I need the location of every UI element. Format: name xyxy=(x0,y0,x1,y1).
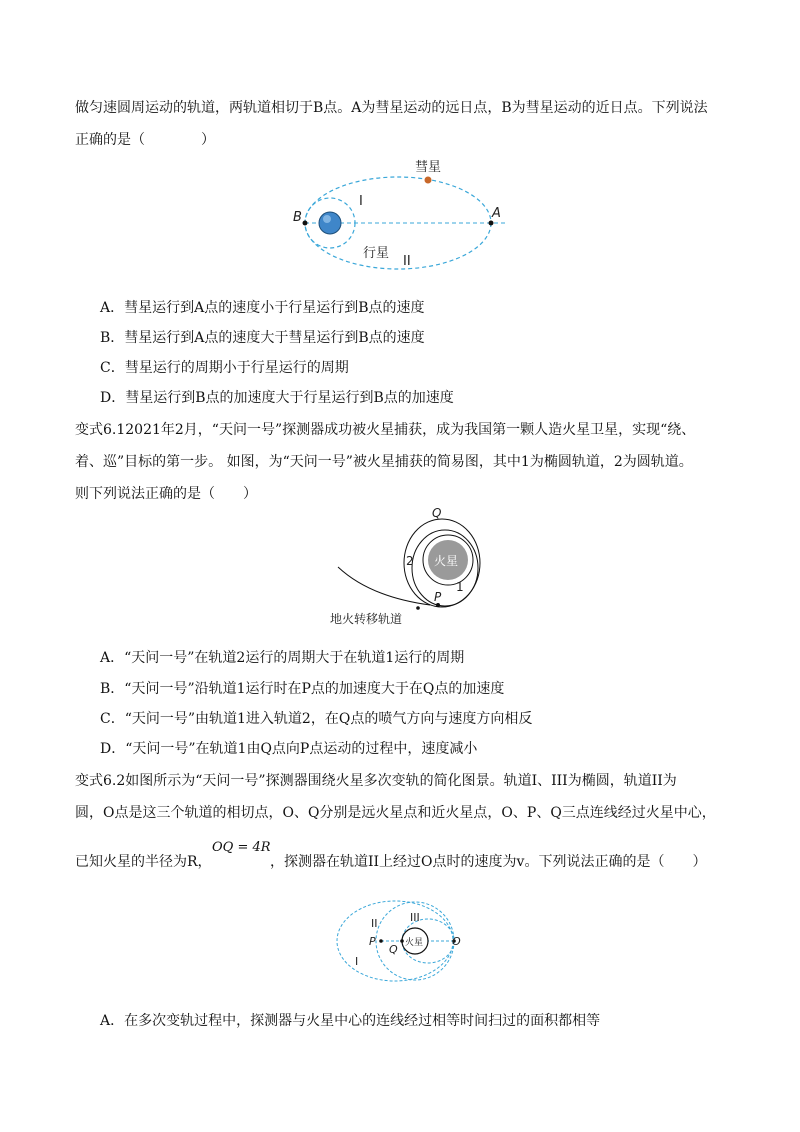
q3-label-II: II xyxy=(371,917,378,930)
q3-stem-line3a: 已知火星的半径为R， xyxy=(75,854,212,870)
q3-option-a: A．在多次变轨过程中，探测器与火星中心的连线经过相等时间扫过的面积都相等 xyxy=(100,1013,601,1029)
q3-formula: OQ = 4R xyxy=(212,840,271,855)
q1-label-A: A xyxy=(492,206,501,221)
q2-label-1: 1 xyxy=(456,580,464,594)
q1-label-planet: 行星 xyxy=(363,246,390,261)
q2-figure xyxy=(330,505,490,630)
q3-orbit-I xyxy=(337,901,453,981)
q3-stem-line2: 圆，O点是这三个轨道的相切点，O、Q分别是远火星点和近火星点，O、P、Q三点连线经过火星中心， xyxy=(75,805,716,821)
q1-label-orbit-II: II xyxy=(403,254,411,269)
q2-option-d: D．“天问一号”在轨道1由Q点向P点运动的过程中，速度减小 xyxy=(100,741,478,757)
q1-stem-line1: 做匀速圆周运动的轨道，两轨道相切于B点。A为彗星运动的远日点，B为彗星运动的近日点。下列说法 xyxy=(75,100,708,116)
q1-option-b: B．彗星运行到A点的速度大于彗星运行到B点的速度 xyxy=(100,330,425,346)
q2-stem-line1: 变式6.12021年2月，“天问一号”探测器成功被火星捕获，成为我国第一颗人造火星卫星，实现“绕、 xyxy=(75,422,696,438)
q3-label-Q: Q xyxy=(389,943,398,956)
q1-comet-dot xyxy=(425,177,432,184)
q3-point-P xyxy=(379,939,383,943)
q1-option-d: D．彗星运行到B点的加速度大于行星运行到B点的加速度 xyxy=(100,390,454,406)
q2-label-2: 2 xyxy=(406,554,414,568)
q3-figure xyxy=(335,895,470,985)
q2-stem-line3: 则下列说法正确的是（ ） xyxy=(75,486,257,502)
q3-label-III: III xyxy=(410,911,420,924)
q1-label-B: B xyxy=(293,210,302,225)
q2-label-P: P xyxy=(434,590,442,604)
q3-label-P: P xyxy=(369,935,376,948)
q3-label-mars: 火星 xyxy=(405,938,424,948)
q2-option-b: B．“天问一号”沿轨道1运行时在P点的加速度大于在Q点的加速度 xyxy=(100,681,505,697)
q1-option-a: A．彗星运行到A点的速度小于行星运行到B点的速度 xyxy=(100,300,425,316)
q3-point-Q xyxy=(400,939,404,943)
q3-stem-line1: 变式6.2如图所示为“天问一号”探测器围绕火星多次变轨的简化图景。轨道I、III为椭圆，轨道II为 xyxy=(75,773,677,789)
q2-option-a: A．“天问一号”在轨道2运行的周期大于在轨道1运行的周期 xyxy=(100,650,465,666)
q3-label-I: I xyxy=(355,955,359,968)
q2-label-transfer: 地火转移轨道 xyxy=(330,612,403,626)
q1-point-A xyxy=(489,221,494,226)
q2-label-mars: 火星 xyxy=(434,554,459,568)
q3-label-O: O xyxy=(452,935,461,948)
q1-sun xyxy=(319,212,341,234)
q1-point-B xyxy=(303,221,308,226)
q1-label-orbit-I: I xyxy=(359,194,363,209)
q1-option-c: C．彗星运行的周期小于行星运行的周期 xyxy=(100,360,349,376)
q1-label-comet: 彗星 xyxy=(415,160,442,175)
q2-label-Q: Q xyxy=(432,506,442,520)
q1-figure xyxy=(285,155,525,275)
q3-stem-line3b: ，探测器在轨道II上经过O点时的速度为v。下列说法正确的是（ ） xyxy=(270,854,707,870)
q2-stem-line2: 着、巡”目标的第一步。 如图，为“天问一号”被火星捕获的简易图，其中1为椭圆轨道，2为圆轨道。 xyxy=(75,454,693,470)
q1-stem-line2: 正确的是（ ） xyxy=(75,132,215,148)
q2-option-c: C．“天问一号”由轨道1进入轨道2，在Q点的喷气方向与速度方向相反 xyxy=(100,711,533,727)
